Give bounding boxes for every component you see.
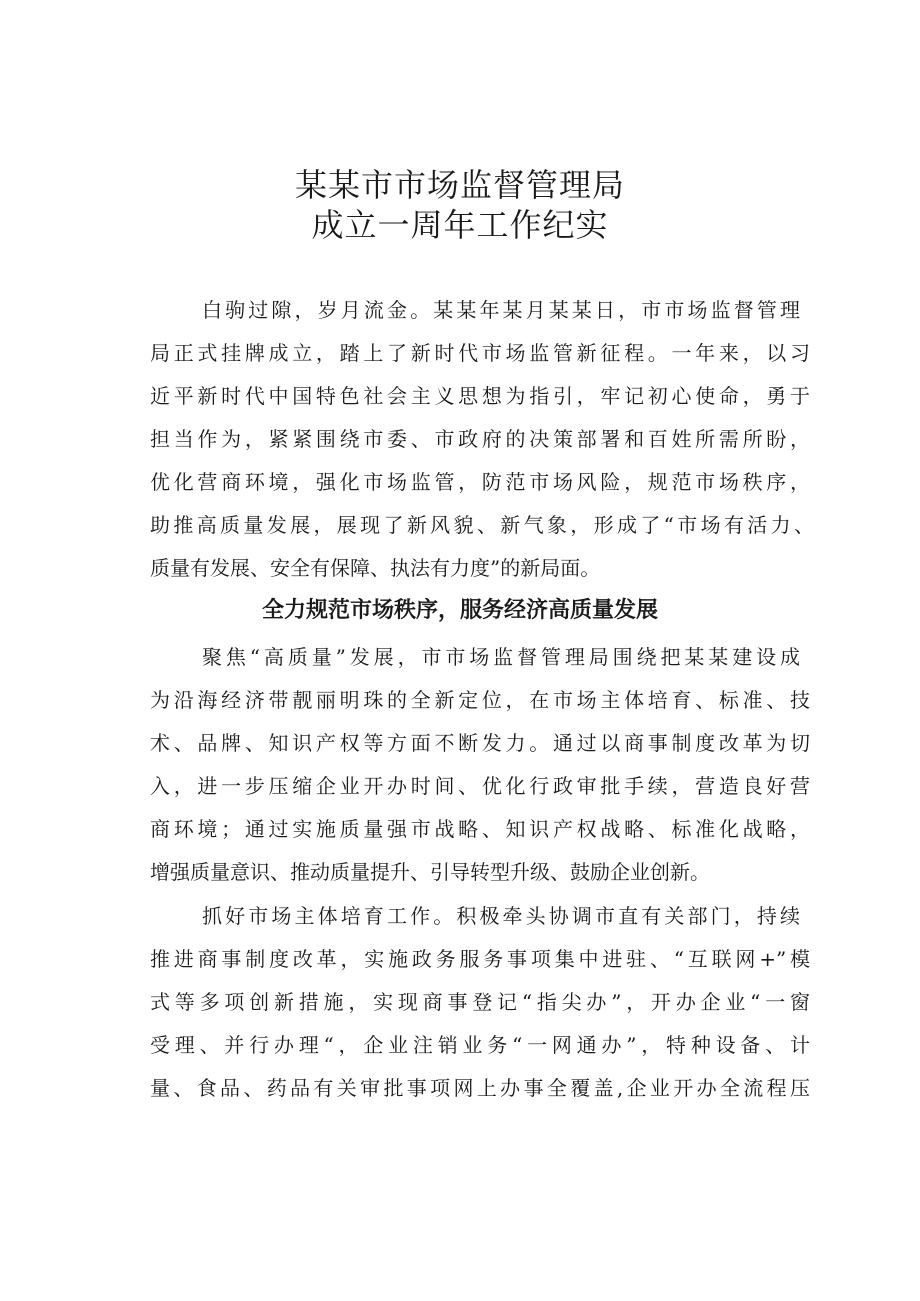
paragraph-1-line: 白驹过隙，岁月流金。某某年某月某某日，市市场监督管理: [202, 298, 800, 322]
paragraph-1-line: 助推高质量发展，展现了新风貌、新气象，形成了“市场有活力、: [150, 513, 814, 537]
paragraph-3-line: 式等多项创新措施，实现商事登记“指尖办”，开办企业“一窗: [150, 990, 810, 1014]
paragraph-3-line: 抓好市场主体培育工作。积极牵头协调市直有关部门，持续: [202, 904, 800, 928]
paragraph-1-line: 担当作为，紧紧围绕市委、市政府的决策部署和百姓所需所盼，: [150, 427, 810, 451]
paragraph-1-line: 质量有发展、安全有保障、执法有力度”的新局面。: [150, 556, 601, 580]
document-title-line-2: 成立一周年工作纪实: [311, 206, 609, 244]
paragraph-1-line: 优化营商环境，强化市场监管，防范市场风险，规范市场秩序，: [150, 470, 810, 494]
paragraph-1-line: 局正式挂牌成立，踏上了新时代市场监管新征程。一年来，以习: [150, 341, 810, 365]
paragraph-3-line: 量、食品、药品有关审批事项网上办事全覆盖,企业开办全流程压: [150, 1076, 810, 1100]
paragraph-2-line: 增强质量意识、推动质量提升、引导转型升级、鼓励企业创新。: [150, 860, 710, 884]
section-heading: 全力规范市场秩序，服务经济高质量发展: [261, 598, 658, 623]
paragraph-3-line: 受理、并行办理“，企业注销业务“一网通办”，特种设备、计: [150, 1033, 810, 1057]
paragraph-1-line: 近平新时代中国特色社会主义思想为指引，牢记初心使命，勇于: [150, 384, 810, 408]
paragraph-3-line: 推进商事制度改革，实施政务服务事项集中进驻、“互联网+”模: [150, 947, 810, 971]
paragraph-2-line: 商环境；通过实施质量强市战略、知识产权战略、标准化战略，: [150, 817, 810, 841]
paragraph-2-line: 术、品牌、知识产权等方面不断发力。通过以商事制度改革为切: [150, 731, 810, 755]
paragraph-2-line: 为沿海经济带靓丽明珠的全新定位，在市场主体培育、标准、技: [150, 688, 810, 712]
paragraph-2-line: 入，进一步压缩企业开办时间、优化行政审批手续，营造良好营: [150, 774, 810, 798]
paragraph-2-line: 聚焦“高质量”发展，市市场监督管理局围绕把某某建设成: [202, 645, 800, 669]
document-title-line-1: 某某市市场监督管理局: [294, 166, 625, 204]
